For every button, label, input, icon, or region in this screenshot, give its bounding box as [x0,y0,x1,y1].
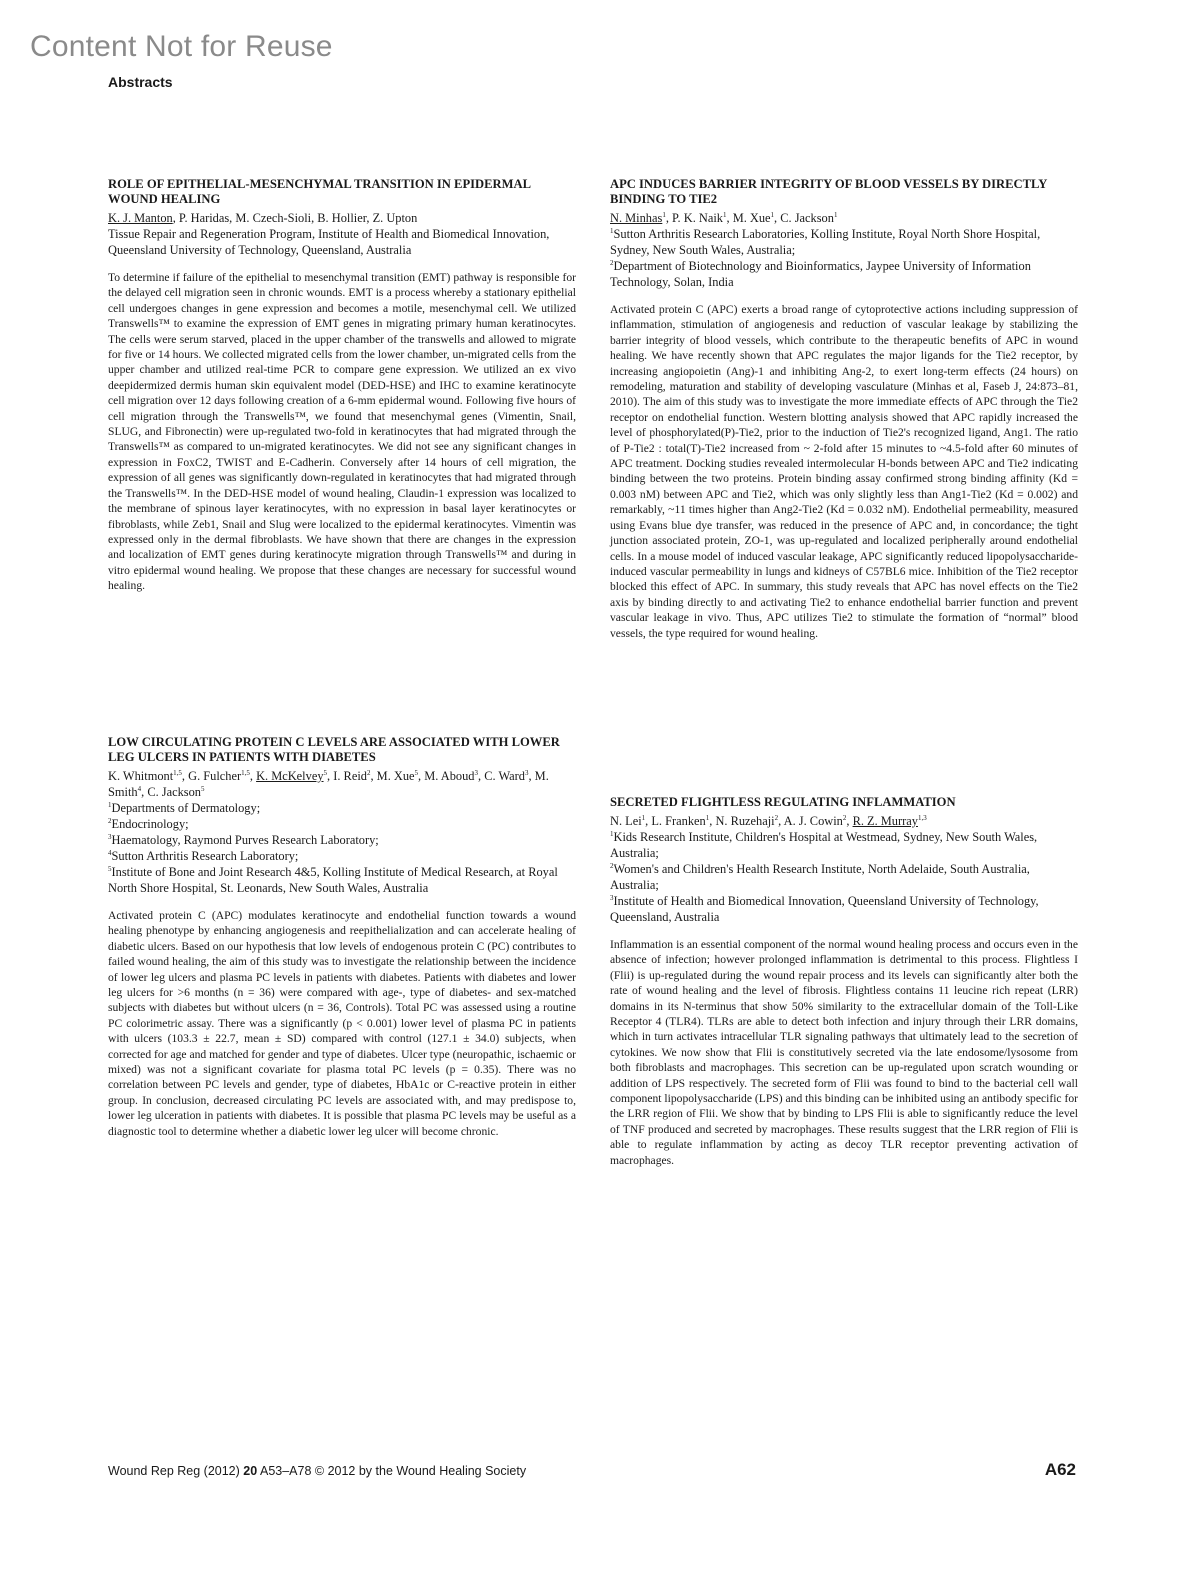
affiliation-mark: 1 [610,829,614,838]
abstract-protein-c [108,735,576,1139]
affiliation-mark: 2 [610,861,614,870]
author-affiliation-mark: 1 [833,210,838,219]
abstract-affiliations [108,800,576,896]
abstract-body: Inflammation is an essential component of the normal wound healing process and occurs even in the absence of infection; however prolonged inflammation is detrimental to this process. Flightless I (Flii) is up-regulated during the wound repair process and its levels can significantly alter both the rate of wound healing and the level of fibrosis. Flightless contains 11 leucine rich repeat (LRR) domains in its N-terminus that show 50% similarity to the extracellular domain of the Toll-Like Receptor 4 (TLR4). TLRs are able to detect both infection and injury through their LRR domains, which in turn activates intracellular TLR signaling pathways that ultimately lead to the secretion of cytokines. We now show that Flii is constitutively secreted via the late endosome/lysosome from both fibroblasts and macrophages. This secretion can be up-regulated upon scratch wounding or addition of LPS respectively. The secreted form of Flii was found to bind to the bacterial cell wall component lipopolysaccharide (LPS) and this binding can be inhibited using an antibody specific for the LRR region of Flii. We show that by binding to LPS Flii is able to significantly reduce the level of TNF produced and secreted by macrophages. These results suggest that the LRR region of Flii is able to regulate inflammation by acting as decoy TLR receptor preventing activation of macrophages. [610,938,1078,1167]
author-affiliation-mark: 3 [524,768,529,777]
author-affiliation-mark: 4 [137,784,142,793]
author-name: Z. Upton [372,211,418,225]
affiliation-text: Sutton Arthritis Research Laboratories, Kolling Institute, Royal North Shore Hospital, Sydney, New South Wales, Australia; [610,227,1041,257]
author-name: C. Jackson [147,785,202,799]
affiliation-text: Institute of Health and Biomedical Innovation, Queensland University of Technology, Queensland, Australia [610,894,1039,924]
affiliation-mark: 5 [108,864,112,873]
affiliation-item [610,258,1078,290]
author-name: M. Smith [108,769,549,799]
author-affiliation-mark: 1 [722,210,727,219]
affiliation-mark: 3 [610,893,614,902]
affiliation-mark: 1 [108,800,112,809]
author-affiliation-mark: 2 [366,768,371,777]
affiliation-item [108,864,576,896]
abstract-emt [108,177,576,594]
author-name: L. Franken [651,814,706,828]
author-affiliation-mark: 1,5 [173,768,182,777]
affiliation-text: Kids Research Institute, Children's Hospital at Westmead, Sydney, New South Wales, Australia; [610,830,1038,860]
abstract-title: LOW CIRCULATING PROTEIN C LEVELS ARE ASSOCIATED WITH LOWER LEG ULCERS IN PATIENTS WITH DIABETES [108,735,560,764]
abstract-title: ROLE OF EPITHELIAL-MESENCHYMAL TRANSITION IN EPIDERMAL WOUND HEALING [108,177,531,206]
author-name: K. McKelvey [256,769,324,783]
author-affiliation-mark: 2 [774,813,779,822]
affiliation-text: Sutton Arthritis Research Laboratory; [111,849,299,863]
abstract-affiliations [610,226,1078,290]
author-affiliation-mark: 1 [705,813,710,822]
abstract-authors: N. Minhas$^1$, P. K. Naik$^1$, M. Xue$^1$, C. Jackson$^1$ [610,210,838,225]
affiliation-text: Department of Biotechnology and Bioinformatics, Jaypee University of Information Technology, Solan, India [610,259,1031,289]
abstract-body: Activated protein C (APC) exerts a broad range of cytoprotective actions including suppression of inflammation, stimulation of angiogenesis and reduction of vascular leakage by stabilizing the barrier integrity of blood vessels, which contribute to the therapeutic benefits of APC in wound healing. We have recently shown that APC regulates the major ligands for the Tie2 receptor, by increasing angiopoietin (Ang)-1 and inhibiting Ang-2, to exert long-term effects (24 hours) on remodeling, maturation and stability of developing vasculature (Minhas et al, Faseb J, 24:873–81, 2010). The aim of this study was to investigate the more immediate effects of APC through the Tie2 receptor on endothelial function. Western blotting analysis showed that APC rapidly increased the level of phosphorylated(P)-Tie2, prior to the induction of Tie2's recognized ligand, Ang1. The ratio of P-Tie2 : total(T)-Tie2 increased from ~ 2-fold after 15 minutes to ~4.5-fold after 60 minutes of APC treatment. Docking studies revealed intermolecular H-bonds between APC and Tie2 indicating binding between the two proteins. Protein binding assay confirmed strong binding affinity (Kd = 0.003 nM) between APC and Tie2, which was only slightly less than Ang1-Tie2 (Kd = 0.002) and remarkably, ~11 times higher than Ang2-Tie2 (Kd = 0.032 nM). Endothelial permeability, measured using Evans blue dye transfer, was reduced in the presence of APC and, in concordance; the tight junction associated protein, ZO-1, was up-regulated and localized peripherally around endothelial cells. In a mouse model of induced vascular leakage, APC significantly reduced lipopolysaccharide-induced vascular permeability in lungs and kidneys of C57BL6 mice. Inhibition of the Tie2 receptor blocked this effect of APC. In summary, this study reveals that APC has novel effects on the Tie2 axis by binding directly to and activating Tie2 to enhance endothelial barrier function and prevent vascular leakage in vivo. Thus, APC utilizes Tie2 to stimulate the formation of “normal” blood vessels, the type required for wound healing. [610,303,1078,640]
abstract-affiliations [108,226,576,258]
author-name: K. Whitmont [108,769,174,783]
footer-pages-copyright: A53–A78 © 2012 by the Wound Healing Society [259,1464,527,1478]
affiliation-item [610,829,1078,861]
affiliation-mark: 2 [108,816,112,825]
affiliation-text: Endocrinology; [111,817,189,831]
author-name: N. Minhas [610,211,663,225]
author-affiliation-mark: 1 [662,210,666,219]
author-affiliation-mark: 5 [201,784,205,793]
abstract-authors: K. Whitmont$^{1,5}$, G. Fulcher$^{1,5}$, K. McKelvey$^5$, I. Reid$^2$, M. Xue$^5$, M. Aboud$^3$, C. Ward$^3$, M. Smith$^4$, C. Jackson$^5$ [108,768,549,799]
abstract-body: Activated protein C (APC) modulates keratinocyte and endothelial function towards a wound healing phenotype by enhancing angiogenesis and reepithelialization and can accelerate healing of diabetic ulcers. Based on our hypothesis that low levels of endogenous protein C (PC) contributes to failed wound healing, the aim of this study was to investigate the relationship between the incidence of lower leg ulcers and plasma PC levels in patients with diabetes. Patients with diabetes and lower leg ulcers for >6 months (n = 36) were compared with age-, type of diabetes- and sex-matched subjects with diabetes but without ulcers (n = 36, Controls). Total PC was assessed using a routine PC colorimetric assay. There was a significantly (p < 0.001) lower level of plasma PC in patients with ulcers (103.3 ± 22.7, mean ± SD) compared with control (127.1 ± 34.0) subjects, when corrected for age and matched for gender and type of diabetes. Ulcer type (neuropathic, ischaemic or mixed) was not a significant covariate for plasma total PC levels (p = 0.35). There was no correlation between PC levels and gender, type of diabetes, HbA1c or C-reactive protein in either group. In conclusion, decreased circulating PC levels are associated with, and may predispose to, lower leg ulceration in patients with diabetes. It is possible that plasma PC levels may be useful as a diagnostic tool to determine whether a diabetic lower leg ulcer will become chronic. [108,909,576,1138]
section-label: Abstracts [108,74,173,90]
watermark: Content Not for Reuse [30,30,333,63]
author-name: I. Reid [333,769,367,783]
author-name: M. Czech-Sioli [235,211,312,225]
author-name: N. Ruzehaji [715,814,775,828]
author-name: A. J. Cowin [783,814,843,828]
author-name: P. K. Naik [672,211,723,225]
affiliation-item [610,226,1078,258]
author-name: C. Ward [484,769,525,783]
abstract-body: To determine if failure of the epithelial to mesenchymal transition (EMT) pathway is responsible for the delayed cell migration seen in chronic wounds. EMT is a process whereby a stationary epithelial cell undergoes changes in gene expression and becomes a motile, mesenchymal cell. We utilized Transwells™ to examine the expression of EMT genes in migrating primary human keratinocytes. The cells were serum starved, placed in the upper chamber of the transwells and allowed to migrate for five or 14 hours. We collected migrated cells from the lower chamber, un-migrated cells from the upper chamber and utilized real-time PCR to compare gene expression. We utilized an ex vivo deepidermized dermis human skin equivalent model (DED-HSE) and IHC to examine keratinocyte cell migration over 12 days following creation of a 6-mm epidermal wound. Following five hours of cell migration through the Transwells™, we found that mesenchymal genes (Vimentin, Snail, SLUG, and Fibronectin) were up-regulated two-fold in keratinocytes that had migrated through the Transwells™ as compared to un-migrated keratinocytes. We did not see any significant changes in expression in FoxC2, TWIST and E-Cadherin. Conversely after 14 hours of cell migration, the expression of all genes was significantly down-regulated in keratinocytes that had migrated through the Transwells™. In the DED-HSE model of wound healing, Claudin-1 expression was localized to the membrane of spinous layer keratinocytes, with no expression in basal layer keratinocytes or fibroblasts, while Zeb1, Snail and Slug were localized to the epidermal keratinocytes. Vimentin was expressed only in the dermal fibroblasts. We have shown that there are changes in the expression and localization of EMT genes during keratinocyte migration through Transwells™ and during in vitro epidermal wound healing. We propose that these changes are necessary for successful wound healing. [108,271,576,593]
author-affiliation-mark: 3 [474,768,478,777]
footer-volume: 20 [243,1464,258,1478]
affiliation-mark: 2 [610,258,614,267]
author-affiliation-mark: 1 [641,813,646,822]
affiliation-item [610,893,1078,925]
affiliation-item [108,848,576,864]
author-affiliation-mark: 1 [770,210,775,219]
affiliation-item [108,832,576,848]
author-name: M. Xue [732,211,771,225]
author-name: R. Z. Murray [852,814,918,828]
author-name: M. Aboud [424,769,475,783]
footer-citation [108,1464,526,1478]
affiliation-item [108,816,576,832]
author-name: N. Lei [610,814,642,828]
affiliation-item [610,861,1078,893]
abstract-authors: K. J. Manton, P. Haridas, M. Czech-Sioli, B. Hollier, Z. Upton [108,211,418,225]
author-name: P. Haridas [178,211,230,225]
affiliation-text: Women's and Children's Health Research Institute, North Adelaide, South Australia, Australia; [610,862,1030,892]
affiliation-mark: 3 [108,832,112,841]
abstract-flightless [610,795,1078,1168]
author-affiliation-mark: 5 [414,768,419,777]
affiliation-item [108,226,576,258]
author-affiliation-mark: 1,3 [917,813,927,822]
abstract-affiliations [610,829,1078,925]
page-number: A62 [1044,1460,1076,1479]
affiliation-text: Departments of Dermatology; [111,801,261,815]
author-affiliation-mark: 2 [842,813,847,822]
affiliation-item [108,800,576,816]
author-affiliation-mark: 5 [323,768,328,777]
abstract-apc-tie2 [610,177,1078,641]
abstract-authors: N. Lei$^1$, L. Franken$^1$, N. Ruzehaji$^2$, A. J. Cowin$^2$, R. Z. Murray$^{1,3}$ [610,813,927,828]
author-affiliation-mark: 1,5 [241,768,250,777]
author-name: M. Xue [376,769,415,783]
affiliation-mark: 4 [108,848,112,857]
author-name: B. Hollier [317,211,367,225]
affiliation-text: Institute of Bone and Joint Research 4&5, Kolling Institute of Medical Research, at Royal North Shore Hospital, St. Leonards, New South Wales, Australia [108,865,558,895]
affiliation-text: Haematology, Raymond Purves Research Laboratory; [111,833,379,847]
affiliation-text: Tissue Repair and Regeneration Program, Institute of Health and Biomedical Innovation, Queensland University of Technology, Queensland, Australia [108,227,550,257]
affiliation-mark: 1 [610,226,614,235]
author-name: K. J. Manton [108,211,173,225]
author-name: G. Fulcher [188,769,242,783]
author-name: C. Jackson [780,211,834,225]
abstract-title: SECRETED FLIGHTLESS REGULATING INFLAMMATION [610,795,956,809]
footer-journal: Wound Rep Reg (2012) [108,1464,240,1478]
abstract-title: APC INDUCES BARRIER INTEGRITY OF BLOOD VESSELS BY DIRECTLY BINDING TO TIE2 [610,177,1047,206]
